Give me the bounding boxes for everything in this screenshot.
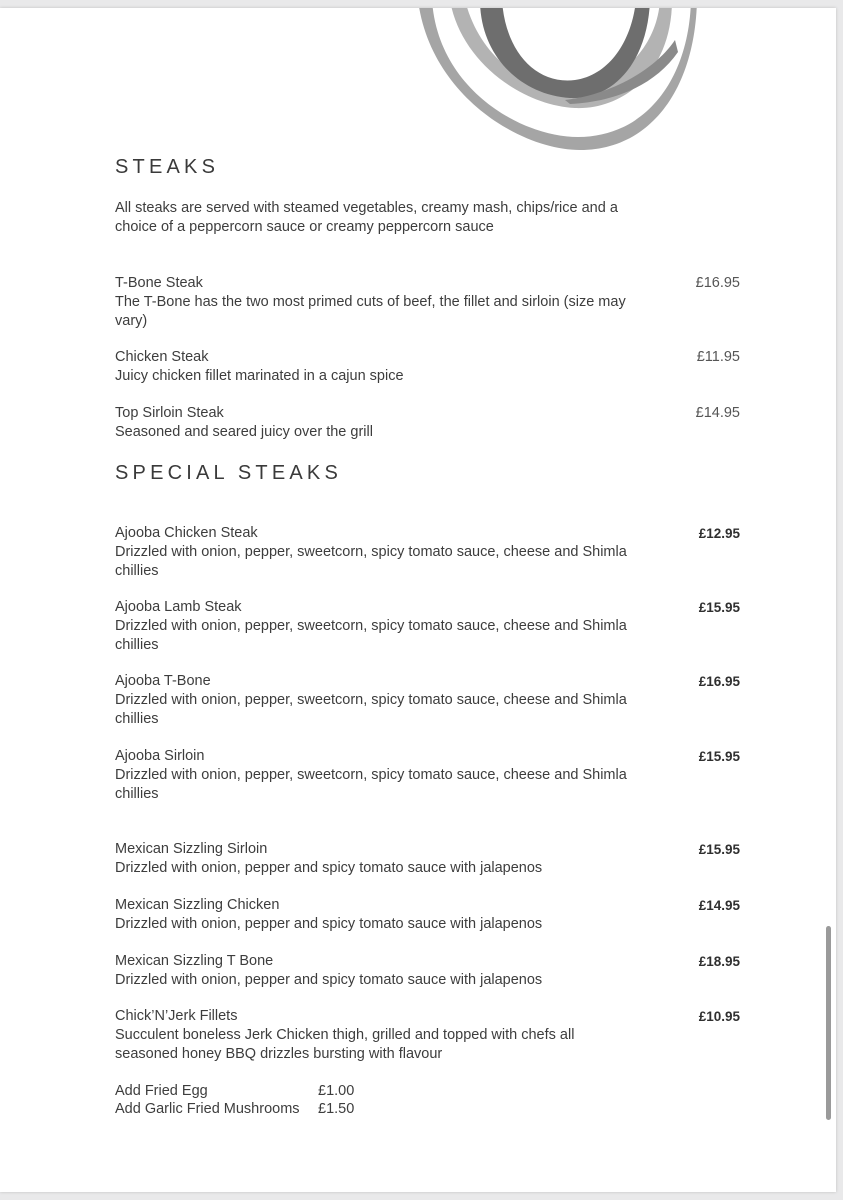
item-description: Drizzled with onion, pepper and spicy tomato sauce with jalapenos (115, 860, 543, 876)
item-price: £11.95 (696, 349, 740, 365)
steaks-heading: STEAKS (115, 156, 220, 178)
item-name: T-Bone Steak (115, 275, 203, 291)
menu-page (0, 8, 836, 1192)
item-description: Drizzled with onion, pepper, sweetcorn, spicy tomato sauce, cheese and Shimla chillies (115, 767, 627, 802)
menu-item-ajooba-lamb-steak (115, 598, 740, 655)
vertical-scrollbar[interactable] (826, 926, 831, 1120)
item-name: Ajooba T-Bone (115, 673, 211, 689)
item-description: Drizzled with onion, pepper, sweetcorn, spicy tomato sauce, cheese and Shimla chillies (115, 544, 627, 579)
item-name: Mexican Sizzling Chicken (115, 897, 280, 913)
menu-item-mexican-sizzling-chicken (115, 896, 740, 934)
concentric-swirl-logo-icon (410, 8, 705, 160)
menu-item-chick-n-jerk-fillets (115, 1007, 740, 1064)
menu-item-t-bone-steak (115, 274, 740, 331)
extra-label: Add Garlic Fried Mushrooms (115, 1101, 300, 1117)
item-description: Drizzled with onion, pepper, sweetcorn, spicy tomato sauce, cheese and Shimla chillies (115, 692, 627, 727)
item-price: £16.95 (698, 674, 740, 689)
extra-label: Add Fried Egg (115, 1083, 208, 1099)
item-description: Juicy chicken fillet marinated in a cajun spice (115, 368, 404, 384)
item-price: £15.95 (698, 749, 740, 764)
item-price: £18.95 (698, 954, 740, 969)
item-name: Top Sirloin Steak (115, 405, 224, 421)
item-description: Drizzled with onion, pepper, sweetcorn, spicy tomato sauce, cheese and Shimla chillies (115, 618, 627, 653)
item-name: Chicken Steak (115, 349, 209, 365)
item-price: £15.95 (698, 600, 740, 615)
item-price: £10.95 (698, 1009, 740, 1024)
menu-item-ajooba-chicken-steak (115, 524, 740, 581)
item-price: £12.95 (698, 526, 740, 541)
item-description: The T-Bone has the two most primed cuts of beef, the fillet and sirloin (size may vary) (115, 294, 626, 329)
menu-item-top-sirloin-steak (115, 404, 740, 442)
menu-item-mexican-sizzling-sirloin (115, 840, 740, 878)
item-description: Drizzled with onion, pepper and spicy tomato sauce with jalapenos (115, 972, 543, 988)
steaks-intro: All steaks are served with steamed vegetables, creamy mash, chips/rice and a choice of a peppercorn sauce or creamy peppercorn sauce (115, 200, 618, 235)
item-name: Chick’N’Jerk Fillets (115, 1008, 238, 1024)
item-description: Drizzled with onion, pepper and spicy tomato sauce with jalapenos (115, 916, 543, 932)
menu-item-ajooba-t-bone (115, 672, 740, 729)
menu-item-ajooba-sirloin (115, 747, 740, 804)
item-price: £14.95 (698, 898, 740, 913)
extra-item (115, 1100, 354, 1118)
item-price: £14.95 (695, 405, 740, 421)
item-name: Mexican Sizzling T Bone (115, 953, 274, 969)
special-steaks-heading: SPECIAL STEAKS (115, 462, 343, 484)
item-price: £15.95 (698, 842, 740, 857)
extras-list (115, 1082, 354, 1118)
extra-item (115, 1082, 354, 1100)
extra-price: £1.50 (318, 1101, 355, 1117)
item-name: Mexican Sizzling Sirloin (115, 841, 268, 857)
menu-item-chicken-steak (115, 348, 740, 386)
extra-price: £1.00 (318, 1083, 355, 1099)
item-description: Succulent boneless Jerk Chicken thigh, grilled and topped with chefs all seasoned honey BBQ drizzles bursting with flavour (115, 1027, 575, 1062)
item-name: Ajooba Sirloin (115, 748, 205, 764)
item-description: Seasoned and seared juicy over the grill (115, 424, 373, 440)
item-name: Ajooba Lamb Steak (115, 599, 242, 615)
item-price: £16.95 (695, 275, 740, 291)
item-name: Ajooba Chicken Steak (115, 525, 258, 541)
menu-item-mexican-sizzling-t-bone (115, 952, 740, 990)
